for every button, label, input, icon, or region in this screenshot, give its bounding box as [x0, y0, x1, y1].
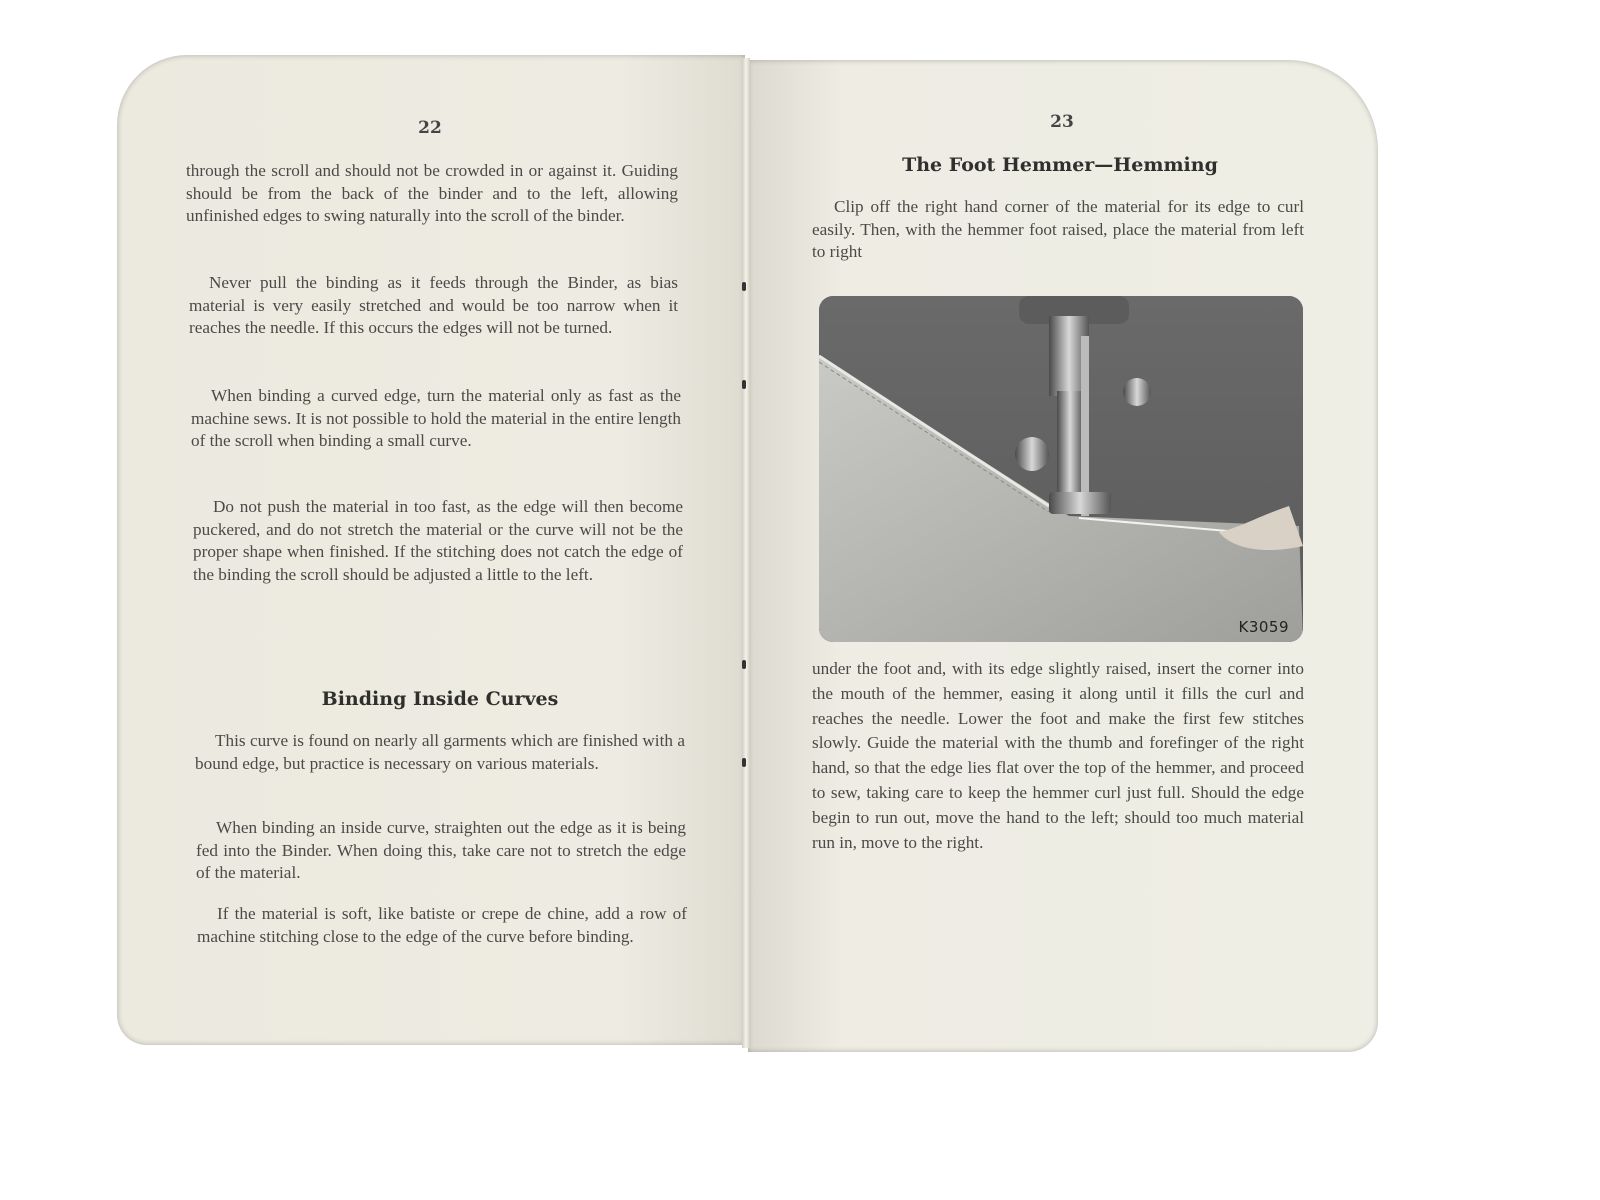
paragraph: under the foot and, with its edge slightly raised, insert the corner into the mouth of the hemmer, easing it along until it fills the curl and reaches the needle. Lower the foot and make the first few stitches slowly. Guide the material with the thumb and forefinger of the right hand, so that the edge lies flat over the top of the hemmer, and proceed to sew, taking care to keep the hemmer curl just full. Should the edge begin to run out, move the hand to the left; should too much material run in, move to the right. — [812, 659, 1304, 852]
paragraph: Never pull the binding as it feeds through the Binder, as bias material is very easily stretched and would be too narrow when it reaches the needle. If this occurs the edges will not be turned. — [189, 273, 678, 338]
section-heading-foot-hemmer: The Foot Hemmer—Hemming — [902, 154, 1218, 176]
hemmer-foot-photo — [819, 296, 1303, 642]
section-heading-binding-inside-curves: Binding Inside Curves — [321, 688, 559, 710]
paragraph: Clip off the right hand corner of the material for its edge to curl easily. Then, with the hemmer foot raised, place the material from left to right — [812, 197, 1304, 262]
paragraph: When binding a curved edge, turn the material only as fast as the machine sews. It is not possible to hold the material in the entire length of the scroll when binding a small curve. — [191, 386, 681, 451]
paragraph: through the scroll and should not be crowded in or against it. Guiding should be from the back of the binder and to the left, allowing unfinished edges to swing naturally into the scroll of the binder. — [186, 161, 678, 226]
page-number-left: 22 — [418, 118, 442, 138]
staple-mark — [742, 758, 746, 767]
staple-mark — [742, 380, 746, 389]
figure-label: K3059 — [1238, 618, 1289, 636]
staple-mark — [742, 660, 746, 669]
paragraph: Do not push the material in too fast, as the edge will then become puckered, and do not stretch the material or the curve will not be the proper shape when finished. If the stitching does not catch the edge of the binding the scroll should be adjusted a little to the left. — [193, 497, 683, 584]
staple-mark — [742, 282, 746, 291]
paragraph: This curve is found on nearly all garments which are finished with a bound edge, but practice is necessary on various materials. — [195, 731, 685, 773]
booklet-spine — [742, 58, 750, 1048]
sewing-machine-hemmer-illustration — [819, 296, 1303, 642]
paragraph: When binding an inside curve, straighten out the edge as it is being fed into the Binder. When doing this, take care not to stretch the edge of the material. — [196, 818, 686, 883]
page-number-right: 23 — [1050, 112, 1074, 132]
paragraph: If the material is soft, like batiste or crepe de chine, add a row of machine stitching close to the edge of the curve before binding. — [197, 904, 687, 946]
